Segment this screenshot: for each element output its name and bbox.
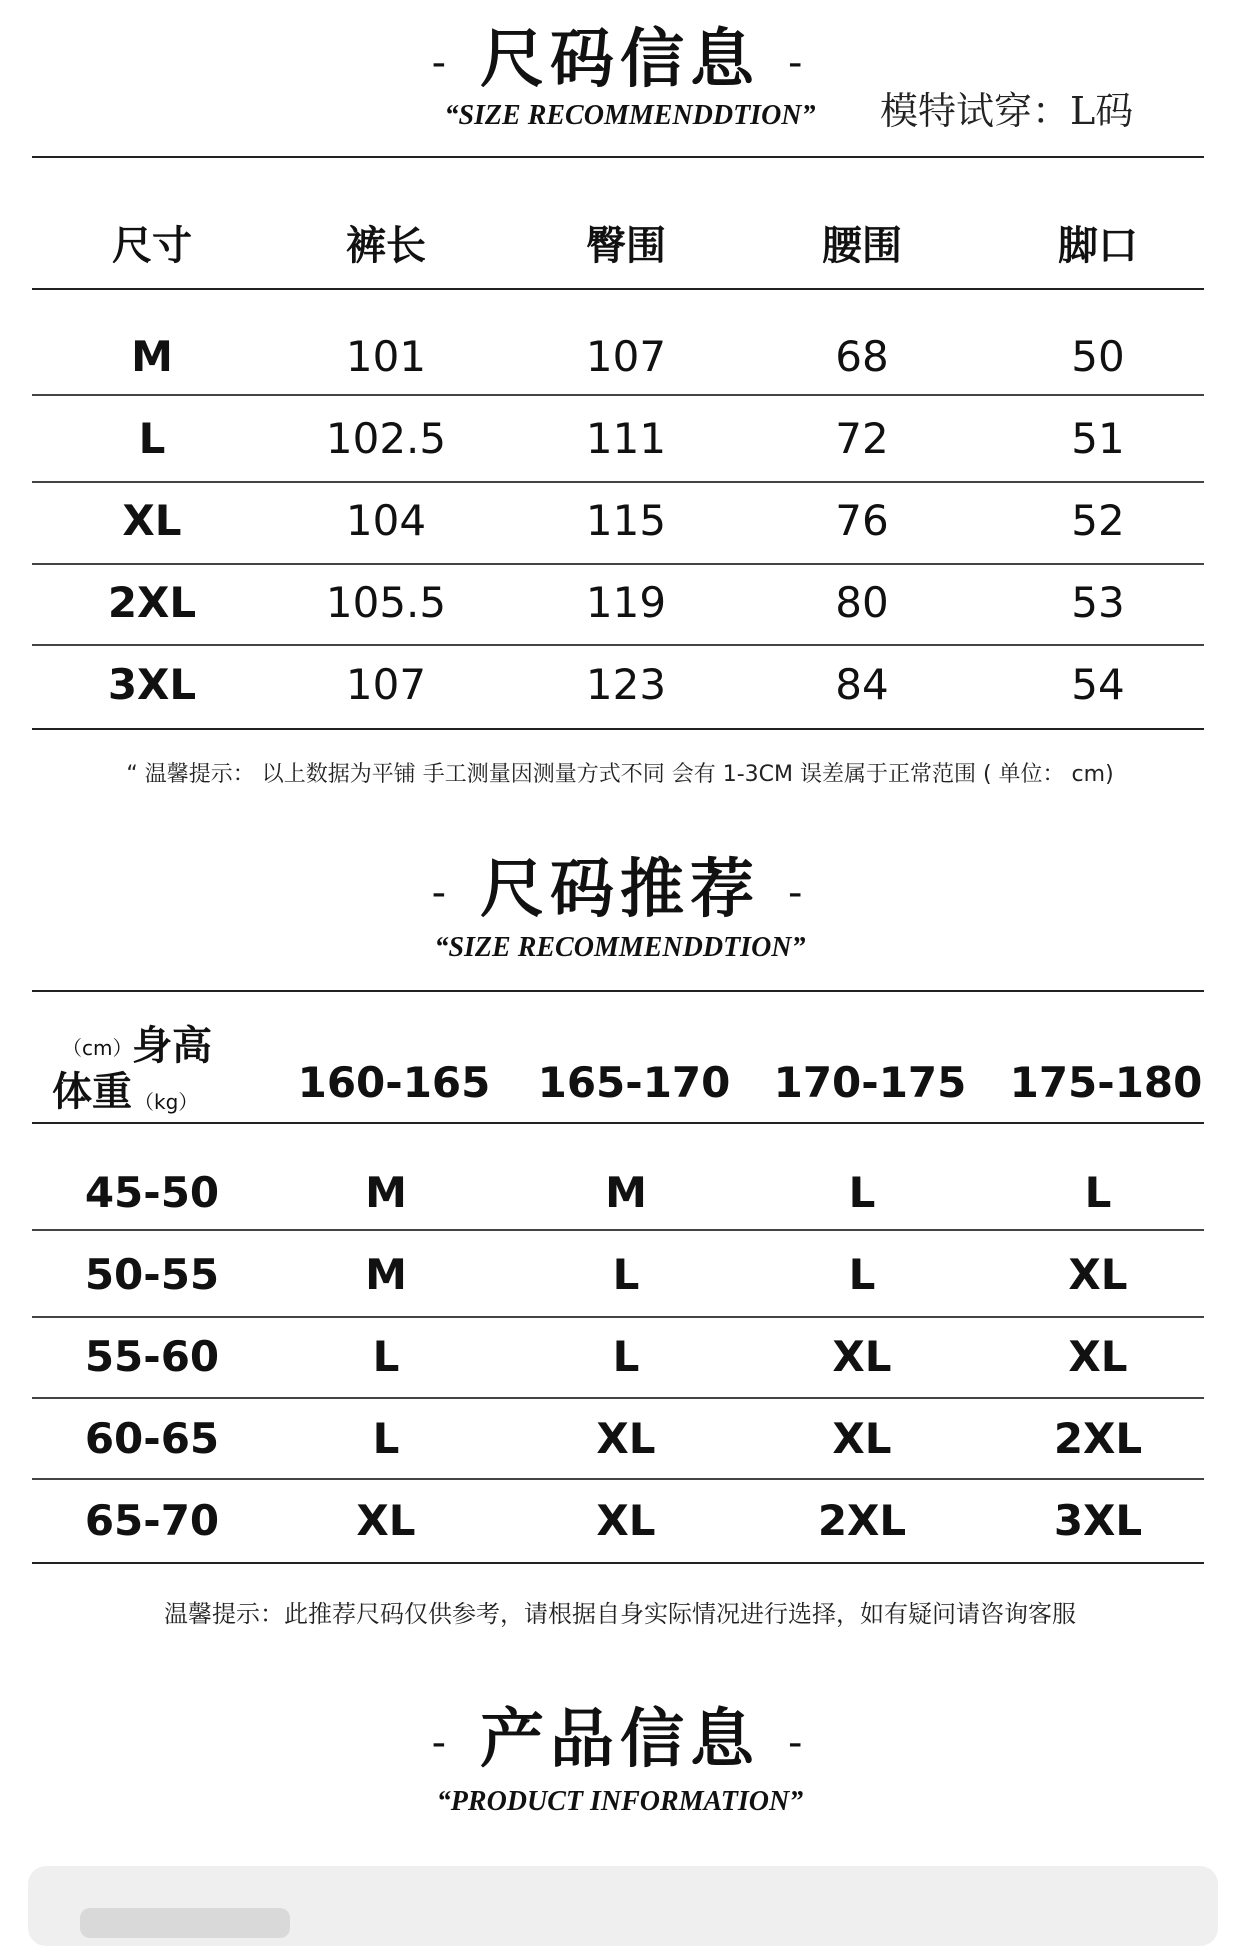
size-row-rule: [32, 728, 1204, 730]
height-unit-label: （cm）: [62, 1036, 133, 1060]
recommend-size-cell: L: [612, 1250, 640, 1299]
size-value-cell: 54: [1071, 660, 1125, 709]
size-value-cell: 84: [835, 660, 889, 709]
size-header-rule: [32, 288, 1204, 290]
size-header-cell: 臀围: [586, 223, 666, 269]
size-recommend-title-text: 尺码推荐: [480, 853, 760, 927]
recommend-row-rule: [32, 1478, 1204, 1480]
recommend-size-cell: XL: [596, 1496, 656, 1545]
recommend-height-header: 160-165: [297, 1058, 491, 1107]
recommend-size-cell: L: [372, 1414, 400, 1463]
recommend-size-cell: XL: [1068, 1332, 1128, 1381]
size-info-top-rule: [32, 156, 1204, 158]
size-row-rule: [32, 481, 1204, 483]
title-dash-left: -: [431, 40, 452, 87]
size-value-cell: 50: [1071, 332, 1125, 381]
recommend-size-cell: XL: [356, 1496, 416, 1545]
product-info-tab: [80, 1908, 290, 1938]
size-value-cell: 80: [835, 578, 889, 627]
size-label-cell: XL: [122, 496, 182, 545]
size-row-rule: [32, 563, 1204, 565]
height-label: 身高: [132, 1023, 212, 1069]
recommend-size-cell: XL: [596, 1414, 656, 1463]
size-info-subtitle: “SIZE RECOMMENDDTION”: [444, 100, 816, 131]
size-value-cell: 105.5: [325, 578, 447, 627]
product-info-subtitle: “PRODUCT INFORMATION”: [436, 1786, 804, 1817]
title-dash-right: -: [788, 1720, 809, 1767]
size-label-cell: L: [138, 414, 166, 463]
size-value-cell: 52: [1071, 496, 1125, 545]
size-value-cell: 104: [345, 496, 427, 545]
size-value-cell: 111: [585, 414, 667, 463]
size-row-rule: [32, 394, 1204, 396]
title-dash-right: -: [788, 40, 809, 87]
size-recommend-top-rule: [32, 990, 1204, 992]
size-label-cell: 2XL: [107, 578, 197, 627]
size-value-cell: 123: [585, 660, 667, 709]
size-info-title-text: 尺码信息: [480, 23, 760, 97]
size-recommend-title: [0, 853, 1240, 927]
recommend-row-rule: [32, 1397, 1204, 1399]
recommend-size-cell: L: [848, 1250, 876, 1299]
recommend-size-cell: L: [612, 1332, 640, 1381]
size-recommend-note: 温馨提示：此推荐尺码仅供参考，请根据自身实际情况进行选择，如有疑问请咨询客服: [164, 1600, 1076, 1628]
size-label-cell: M: [131, 332, 173, 381]
recommend-size-cell: XL: [832, 1414, 892, 1463]
recommend-height-header: 175-180: [1009, 1058, 1203, 1107]
recommend-size-cell: L: [372, 1332, 400, 1381]
recommend-weight-cell: 55-60: [84, 1332, 220, 1381]
weight-unit-label: （kg）: [134, 1090, 199, 1114]
recommend-weight-cell: 45-50: [84, 1168, 220, 1217]
recommend-row-rule: [32, 1316, 1204, 1318]
recommend-row-rule: [32, 1229, 1204, 1231]
size-header-cell: 尺寸: [112, 223, 192, 269]
recommend-weight-cell: 50-55: [84, 1250, 220, 1299]
recommend-height-header: 165-170: [537, 1058, 731, 1107]
size-value-cell: 72: [835, 414, 889, 463]
size-value-cell: 102.5: [325, 414, 447, 463]
product-info-title-text: 产品信息: [480, 1703, 760, 1777]
size-value-cell: 53: [1071, 578, 1125, 627]
product-info-title: [0, 1703, 1240, 1777]
recommend-size-cell: M: [365, 1250, 407, 1299]
recommend-weight-cell: 65-70: [84, 1496, 220, 1545]
recommend-size-cell: L: [1084, 1168, 1112, 1217]
size-value-cell: 101: [345, 332, 427, 381]
size-value-cell: 76: [835, 496, 889, 545]
title-dash-left: -: [431, 1720, 452, 1767]
size-info-title: [0, 23, 1240, 97]
recommend-size-cell: XL: [832, 1332, 892, 1381]
size-recommend-subtitle: “SIZE RECOMMENDDTION”: [434, 932, 806, 963]
size-value-cell: 107: [345, 660, 427, 709]
recommend-size-cell: M: [365, 1168, 407, 1217]
title-dash-left: -: [431, 870, 452, 917]
size-value-cell: 107: [585, 332, 667, 381]
size-value-cell: 119: [585, 578, 667, 627]
recommend-size-cell: 3XL: [1053, 1496, 1143, 1545]
recommend-size-cell: 2XL: [817, 1496, 907, 1545]
size-value-cell: 68: [835, 332, 889, 381]
size-header-cell: 腰围: [822, 223, 902, 269]
size-value-cell: 115: [585, 496, 667, 545]
recommend-row-rule: [32, 1562, 1204, 1564]
model-size-note: 模特试穿：L码: [880, 89, 1134, 133]
weight-label: 体重: [52, 1069, 132, 1115]
size-label-cell: 3XL: [107, 660, 197, 709]
recommend-size-cell: XL: [1068, 1250, 1128, 1299]
recommend-height-header: 170-175: [773, 1058, 967, 1107]
size-header-cell: 裤长: [346, 223, 426, 269]
recommend-weight-cell: 60-65: [84, 1414, 220, 1463]
title-dash-right: -: [788, 870, 809, 917]
recommend-size-cell: L: [848, 1168, 876, 1217]
size-row-rule: [32, 644, 1204, 646]
size-value-cell: 51: [1071, 414, 1125, 463]
size-info-note: “ 温馨提示： 以上数据为平铺 手工测量因测量方式不同 会有 1-3CM 误差属于正常范围 ( 单位： cm): [126, 762, 1114, 787]
recommend-header-rule: [32, 1122, 1204, 1124]
recommend-size-cell: 2XL: [1053, 1414, 1143, 1463]
size-header-cell: 脚口: [1058, 223, 1138, 269]
recommend-size-cell: M: [605, 1168, 647, 1217]
